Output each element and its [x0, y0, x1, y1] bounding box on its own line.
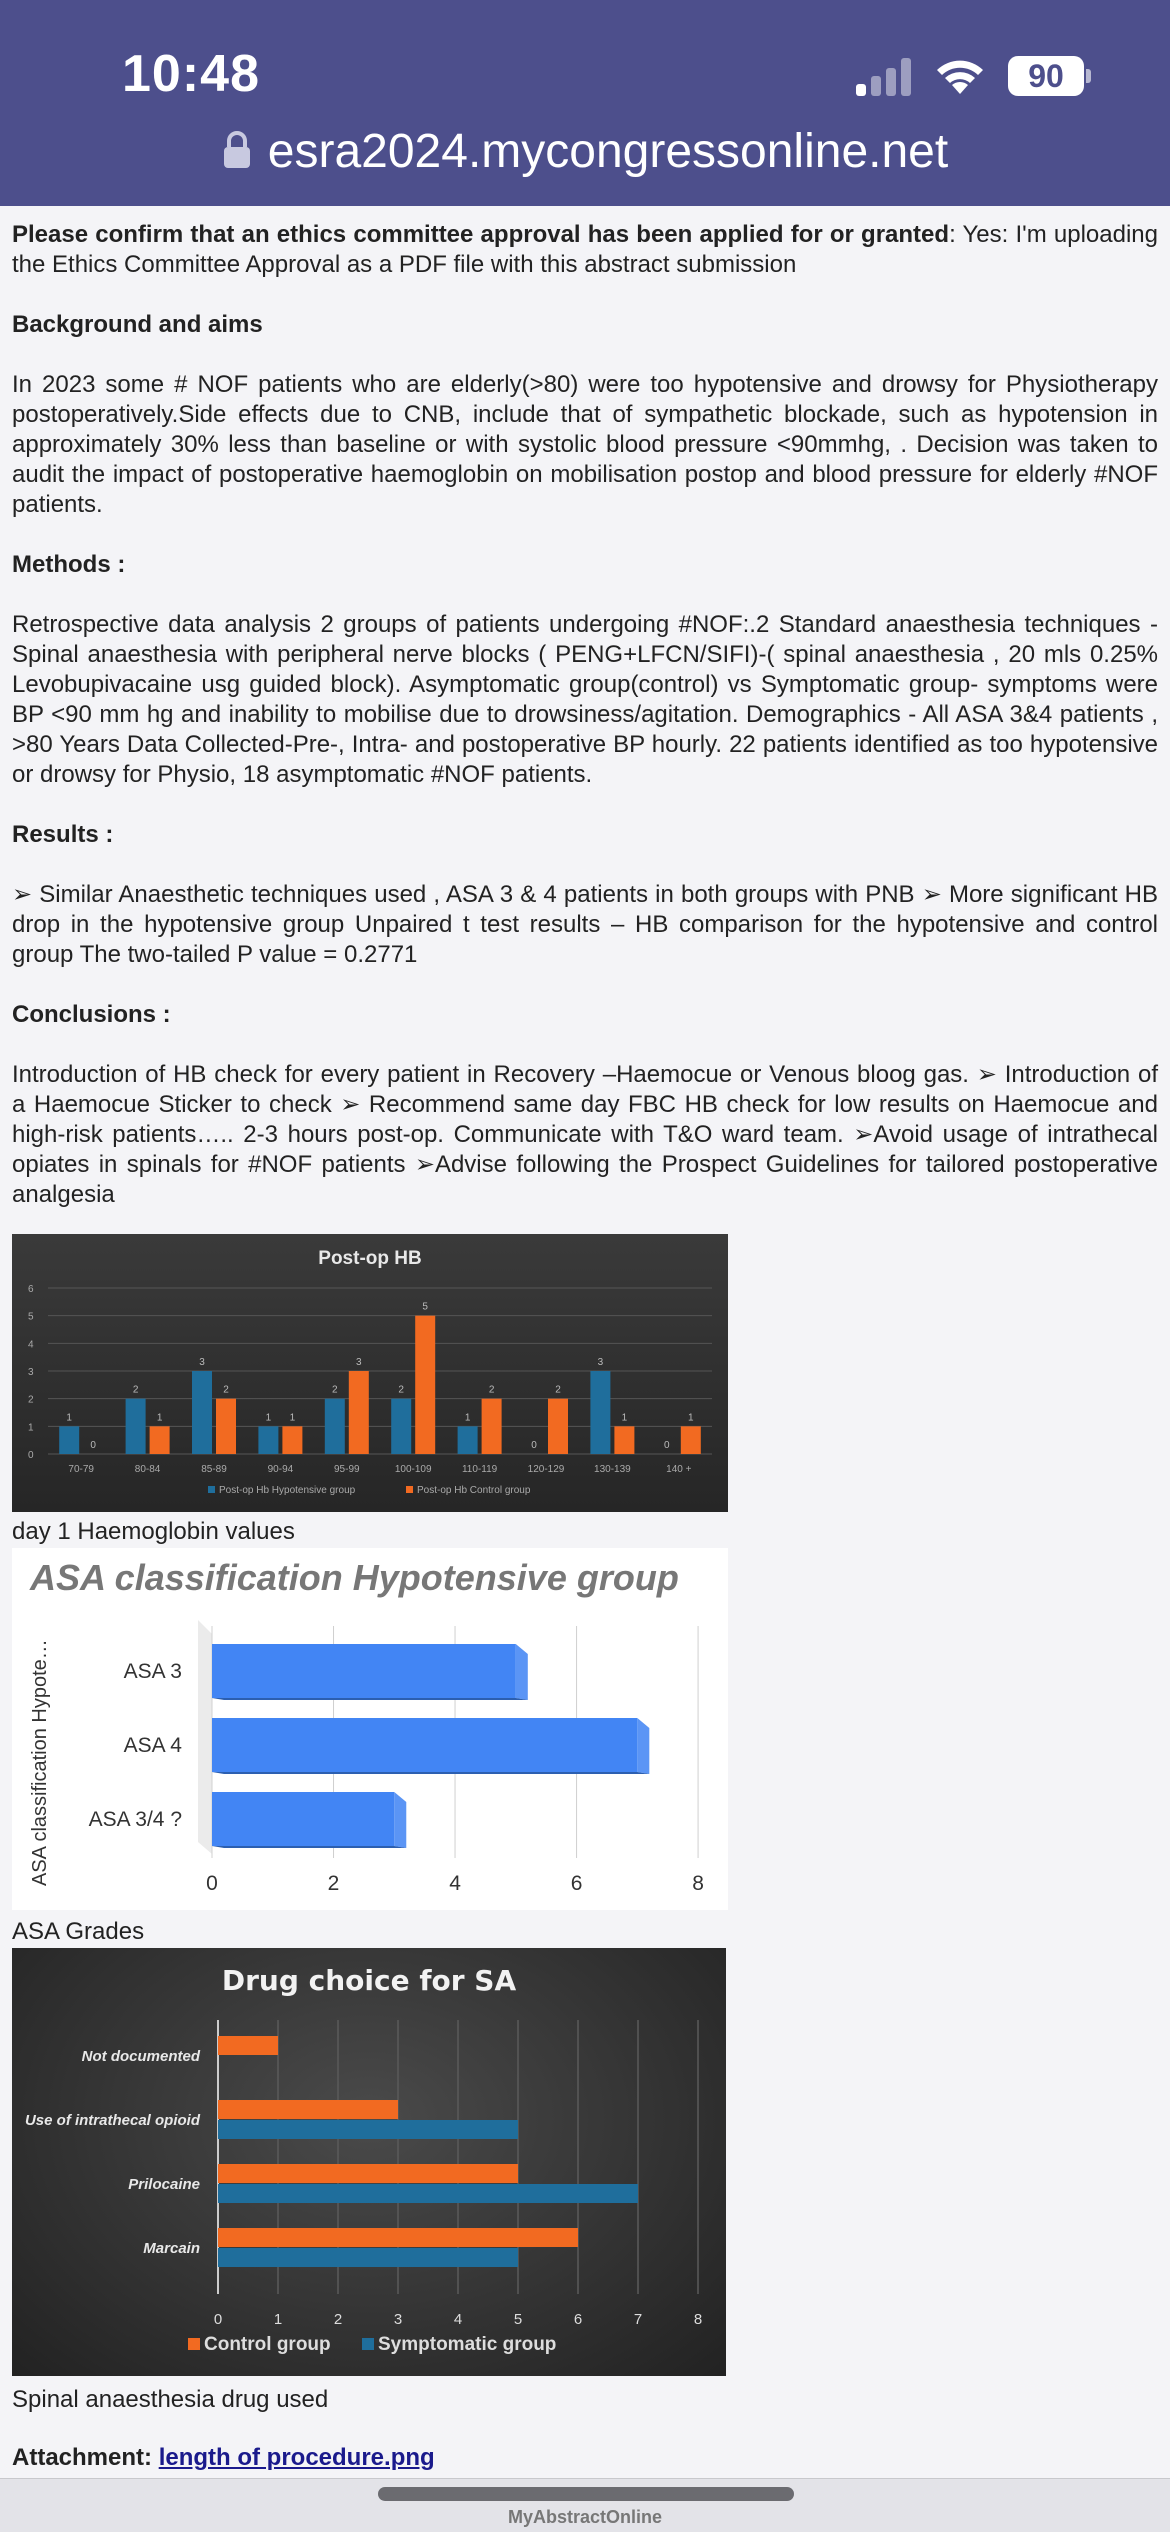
y-tick-label: 1: [28, 1422, 34, 1434]
bar-hypotensive: [258, 1426, 278, 1454]
data-label: 3: [199, 1357, 205, 1368]
url-text: esra2024.mycongressonline.net: [267, 125, 949, 178]
x-tick-label: 100-109: [394, 1464, 432, 1475]
y-tick-label: 3: [28, 1367, 34, 1378]
x-tick-label: 0: [213, 2311, 223, 2328]
drug-choice-chart: [12, 1948, 726, 2376]
asa-classification-chart: [12, 1548, 728, 1910]
x-tick-label: 0: [206, 1872, 218, 1895]
chart-title: Post-op HB: [318, 1248, 422, 1269]
x-tick-label: 1: [273, 2311, 283, 2328]
bar-control: [218, 2164, 518, 2183]
figure2-caption: ASA Grades: [12, 1918, 145, 1945]
x-tick-label: 2: [333, 2311, 343, 2328]
y-tick-label: 5: [28, 1311, 34, 1323]
ethics-label: Please confirm that an ethics committee approval has been applied for or granted: [12, 221, 950, 248]
bar-asa-3: [212, 1644, 516, 1698]
y-axis-title: ASA classification Hypote…: [29, 1639, 51, 1886]
bar-hypotensive: [192, 1371, 212, 1454]
data-label: 1: [621, 1412, 628, 1424]
bar-control: [548, 1399, 568, 1454]
attachment-row: [12, 2444, 435, 2472]
ethics-statement: [12, 220, 1158, 280]
data-label: 1: [156, 1412, 163, 1424]
conclusions-heading: Conclusions :: [12, 1001, 171, 1028]
data-label: 2: [332, 1384, 338, 1396]
bar-control: [150, 1426, 170, 1454]
y-tick-label: 4: [28, 1339, 34, 1351]
bar-hypotensive: [391, 1399, 411, 1454]
x-tick-label: 90-94: [267, 1464, 294, 1475]
bar-bottom: [212, 1846, 406, 1848]
attachment-label: Attachment:: [12, 2444, 153, 2471]
data-label: 1: [688, 1412, 694, 1424]
bar-control: [681, 1426, 701, 1454]
y-tick-label: Use of intrathecal opioid: [24, 2112, 200, 2129]
data-label: 3: [356, 1357, 362, 1368]
legend-label: Post-op Hb Hypotensive group: [219, 1485, 356, 1496]
data-label: 1: [66, 1412, 72, 1424]
y-tick-label: ASA 3: [123, 1660, 182, 1683]
legend-swatch: [362, 2338, 374, 2350]
conclusions-text: Introduction of HB check for every patient in Recovery –Haemocue or Venous bloog gas. ➢ Introduction of a Haemocue Sticker to check ➢ Recommend same day FBC HB check for low results on Haemocue and high-risk patients….. 2-3 hours post-op. Communicate with T&O ward team. ➢Avoid usage of intrathecal opiates in spinals for #NOF patients ➢Advise following the Prospect Guidelines for tailored postoperative analgesia: [12, 1061, 1158, 1208]
data-label: 2: [223, 1384, 229, 1396]
data-label: 1: [464, 1412, 471, 1424]
bar-side: [516, 1644, 528, 1700]
bar-control: [482, 1399, 502, 1454]
home-indicator[interactable]: [378, 2487, 794, 2501]
data-label: 0: [90, 1440, 96, 1451]
legend-swatch: [188, 2338, 200, 2350]
address-bar[interactable]: [0, 124, 1170, 179]
x-tick-label: 8: [692, 1872, 704, 1895]
y-tick-label: Marcain: [143, 2240, 200, 2257]
legend-label: Symptomatic group: [378, 2334, 557, 2355]
bar-control: [218, 2100, 398, 2119]
x-tick-label: 3: [393, 2311, 403, 2328]
bar-control: [614, 1426, 634, 1454]
x-tick-label: 120-129: [527, 1464, 565, 1475]
post-op-hb-chart: [12, 1234, 728, 1512]
bar-hypotensive: [458, 1426, 478, 1454]
y-tick-label: 2: [28, 1394, 34, 1406]
data-label: 2: [555, 1384, 561, 1396]
x-tick-label: 6: [570, 1872, 583, 1895]
data-label: 1: [289, 1412, 296, 1424]
browser-top-bar: [0, 0, 1170, 206]
x-tick-label: 5: [513, 2311, 523, 2328]
figure1-caption: day 1 Haemoglobin values: [12, 1518, 295, 1545]
bar-control: [282, 1426, 302, 1454]
battery-icon: [1008, 56, 1092, 96]
data-label: 1: [265, 1412, 272, 1424]
x-tick-label: 4: [449, 1872, 461, 1895]
chart-wall: [198, 1620, 212, 1854]
y-tick-label: 6: [28, 1284, 34, 1295]
x-tick-label: 8: [693, 2311, 703, 2328]
data-label: 0: [531, 1440, 537, 1451]
lock-icon: [222, 130, 252, 170]
bar-bottom: [212, 1772, 649, 1774]
x-tick-label: 130-139: [594, 1464, 631, 1475]
y-tick-label: 0: [28, 1450, 34, 1461]
x-tick-label: 95-99: [334, 1464, 360, 1475]
results-heading: Results :: [12, 821, 114, 848]
figure3-caption: Spinal anaesthesia drug used: [12, 2386, 329, 2413]
data-label: 5: [422, 1301, 428, 1313]
results-text: ➢ Similar Anaesthetic techniques used , ASA 3 & 4 patients in both groups with PNB ➢ More significant HB drop in the hypotensive group Unpaired t test results – HB comparison for the hypotensive and control group The two-tailed P value = 0.2771: [12, 881, 1158, 968]
x-tick-label: 7: [633, 2311, 643, 2328]
battery-level: 90: [1008, 56, 1084, 96]
legend-label: Post-op Hb Control group: [417, 1485, 531, 1496]
x-tick-label: 2: [327, 1872, 340, 1895]
legend-swatch: [406, 1486, 413, 1493]
data-label: 2: [488, 1384, 495, 1396]
bar-symptomatic: [218, 2248, 518, 2267]
bar-bottom: [212, 1698, 528, 1700]
footer-brand: MyAbstractOnline: [507, 2507, 663, 2527]
cellular-signal-icon: [856, 58, 912, 96]
bar-asa-3-4-: [212, 1792, 394, 1846]
background-text: In 2023 some # NOF patients who are elderly(>80) were too hypotensive and drowsy for Physiotherapy postoperatively.Side effects due to CNB, include that of sympathetic blockade, such as hypotension in approximately 30% less than baseline or with systolic blood pressure <90mmhg, . Decision was taken to audit the impact of postoperative haemoglobin on mobilisation postop and blood pressure for elderly #NOF patients.: [12, 371, 1158, 518]
legend-swatch: [208, 1486, 215, 1493]
x-tick-label: 140 +: [666, 1464, 692, 1475]
methods-text: Retrospective data analysis 2 groups of patients undergoing #NOF:.2 Standard anaesthesia techniques - Spinal anaesthesia with peripheral nerve blocks ( PENG+LFCN/SIFI)-( spinal anaesthesia , 20 mls 0.25% Levobupivacaine usg guided block). Asymptomatic group(control) vs Symptomatic group- symptoms were BP <90 mm hg and inability to mobilise due to drowsiness/agitation. Demographics - All ASA 3&4 patients , >80 Years Data Collected-Pre-, Intra- and postoperative BP hourly. 22 patients identified as too hypotensive or drowsy for Physio, 18 asymptomatic #NOF patients.: [12, 611, 1158, 788]
chart-title: ASA classification Hypotensive group: [30, 1557, 679, 1598]
x-tick-label: 85-89: [201, 1464, 227, 1475]
bar-control: [216, 1399, 236, 1454]
bar-side: [394, 1792, 406, 1848]
bar-control: [218, 2036, 278, 2055]
chart-title: Drug choice for SA: [221, 1964, 517, 1997]
bar-hypotensive: [126, 1399, 146, 1454]
status-time: 10:48: [122, 45, 260, 103]
bar-symptomatic: [218, 2184, 638, 2203]
data-label: 2: [132, 1384, 139, 1396]
bottom-toolbar: [0, 2478, 1170, 2532]
data-label: 2: [398, 1384, 404, 1396]
asa-classification-figure: [12, 1548, 728, 1910]
ethics-value: : Yes: I'm uploading the Ethics Committee Approval as a PDF file with this abstract submission: [12, 221, 1158, 278]
y-tick-label: ASA 3/4 ?: [88, 1808, 182, 1831]
bar-side: [637, 1718, 649, 1774]
y-tick-label: ASA 4: [123, 1734, 182, 1757]
x-tick-label: 6: [573, 2311, 583, 2328]
bar-control: [415, 1316, 435, 1454]
methods-heading: Methods :: [12, 551, 126, 578]
post-op-hb-figure: [12, 1234, 728, 1512]
bar-hypotensive: [325, 1399, 345, 1454]
drug-choice-figure: [12, 1948, 726, 2376]
data-label: 3: [597, 1357, 604, 1368]
legend-label: Control group: [204, 2334, 331, 2355]
bar-hypotensive: [590, 1371, 610, 1454]
x-tick-label: 80-84: [134, 1464, 161, 1475]
x-tick-label: 110-119: [461, 1464, 498, 1475]
x-tick-label: 70-79: [68, 1464, 94, 1475]
y-tick-label: Prilocaine: [128, 2176, 200, 2193]
bar-control: [349, 1371, 369, 1454]
bar-hypotensive: [59, 1426, 79, 1454]
bar-asa-4: [212, 1718, 637, 1772]
attachment-link[interactable]: length of procedure.png: [158, 2444, 435, 2471]
wifi-icon: [934, 56, 986, 96]
data-label: 0: [664, 1440, 670, 1451]
bar-control: [218, 2228, 578, 2247]
background-heading: Background and aims: [12, 311, 263, 338]
x-tick-label: 4: [453, 2311, 463, 2328]
y-tick-label: Not documented: [81, 2048, 200, 2065]
abstract-content: [12, 206, 1158, 1210]
bar-symptomatic: [218, 2120, 518, 2139]
